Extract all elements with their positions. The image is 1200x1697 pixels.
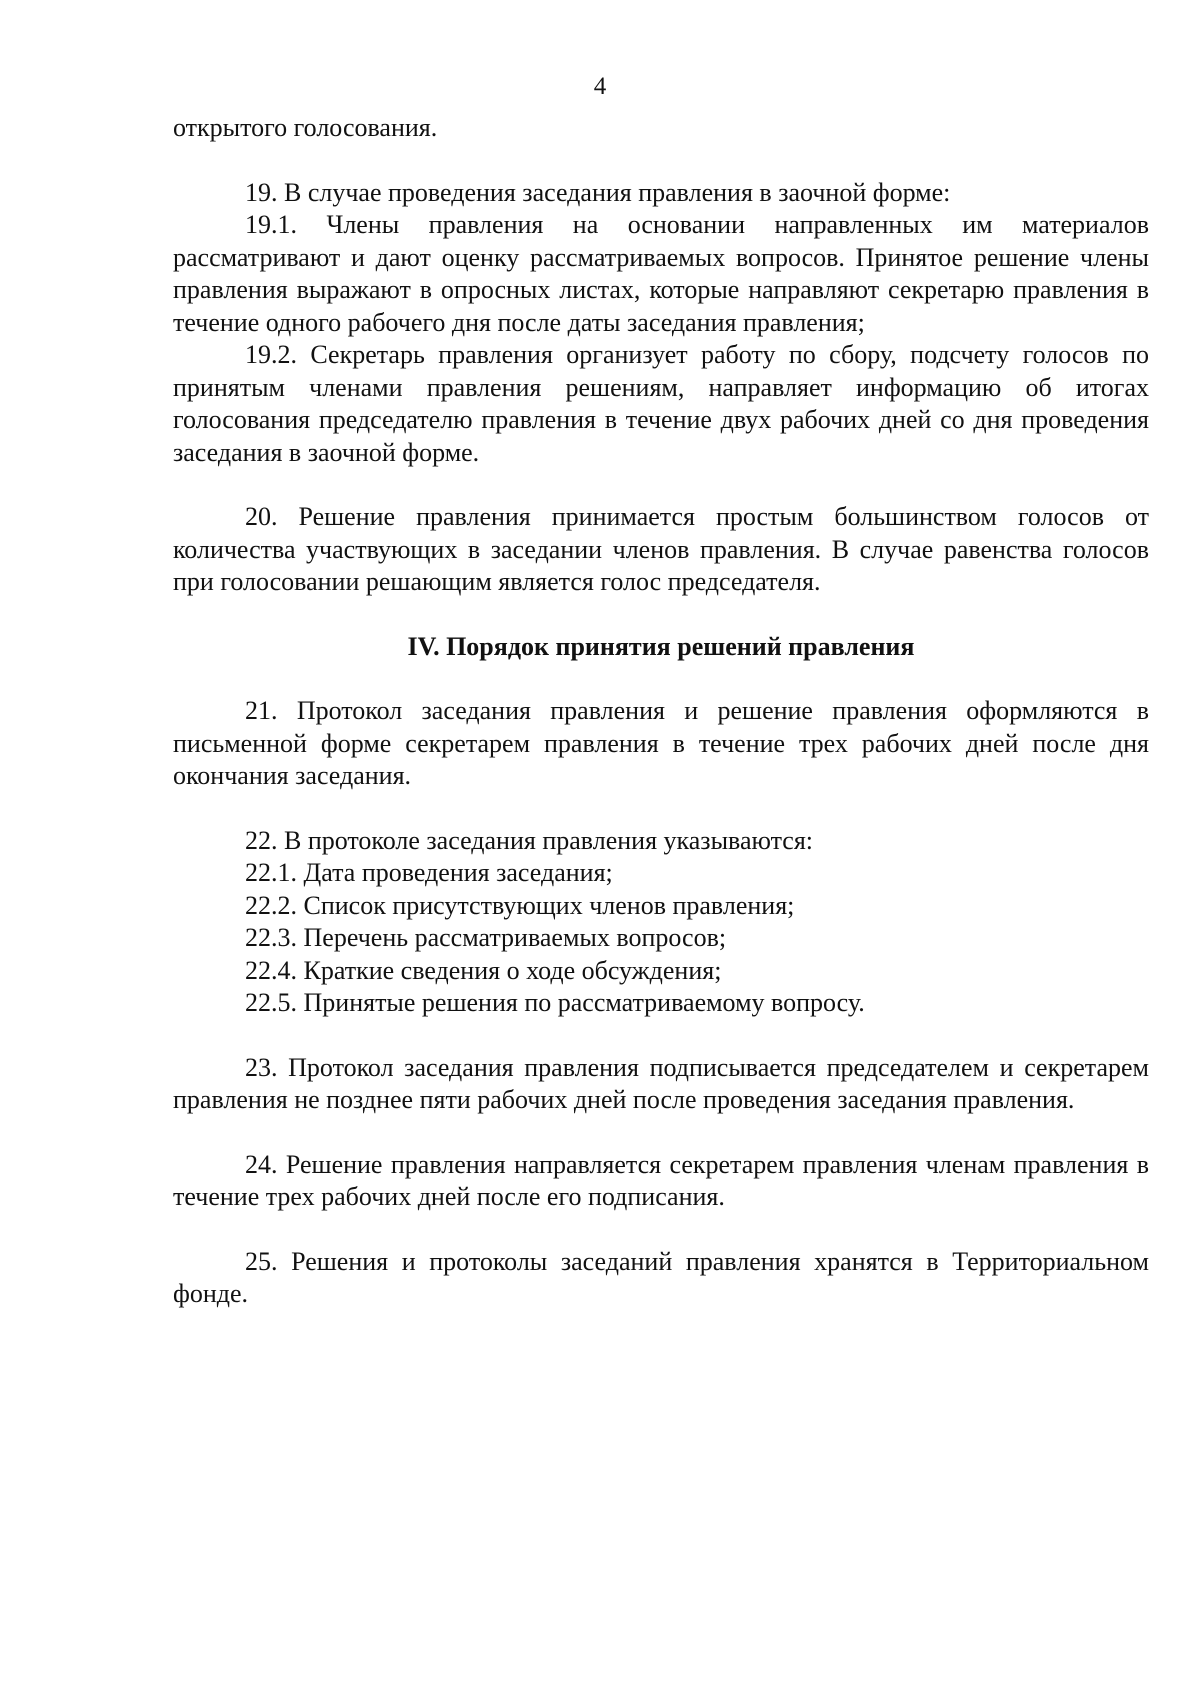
paragraph-23: 23. Протокол заседания правления подписывается председателем и секретарем правления не позднее пяти рабочих дней после проведения заседания правления. <box>173 1052 1149 1114</box>
paragraph-25: 25. Решения и протоколы заседаний правления хранятся в Территориальном фонде. <box>173 1246 1149 1308</box>
continuation-text: открытого голосования. <box>173 113 438 142</box>
list-item: 22.5. Принятые решения по рассматриваемому вопросу. <box>245 988 865 1017</box>
paragraph-21: 21. Протокол заседания правления и решение правления оформляются в письменной форме секретарем правления в течение трех рабочих дней после дня окончания заседания. <box>173 696 1149 790</box>
paragraph-20: 20. Решение правления принимается простым большинством голосов от количества участвующих в заседании членов правления. В случае равенства голосов при голосовании решающим является голос председателя. <box>173 502 1149 596</box>
paragraph-19-2: 19.2. Секретарь правления организует работу по сбору, подсчету голосов по принятым членами правления решениям, направляет информацию об итогах голосования председателю правления в течение двух рабочих дней со дня проведения заседания в заочной форме. <box>173 340 1149 467</box>
paragraph-19-intro: 19. В случае проведения заседания правления в заочной форме: <box>245 177 951 207</box>
section-heading: IV. Порядок принятия решений правления <box>407 631 915 661</box>
document-body <box>173 112 1149 1311</box>
list-item: 22.4. Краткие сведения о ходе обсуждения; <box>245 955 722 985</box>
paragraph-24: 24. Решение правления направляется секретарем правления членам правления в течение трех рабочих дней после его подписания. <box>173 1149 1149 1211</box>
list-item: 22.1. Дата проведения заседания; <box>245 858 613 887</box>
paragraph-22-intro: 22. В протоколе заседания правления указываются: <box>245 825 814 855</box>
paragraph-19-1: 19.1. Члены правления на основании направленных им материалов рассматривают и дают оценку рассматриваемых вопросов. Принятое решение члены правления выражают в опросных листах, которые направляют секретарю правления в течение одного рабочего дня после даты заседания правления; <box>173 210 1149 337</box>
page-number: 4 <box>593 73 607 100</box>
list-item: 22.2. Список присутствующих членов правления; <box>245 890 795 920</box>
list-item: 22.3. Перечень рассматриваемых вопросов; <box>245 923 727 952</box>
